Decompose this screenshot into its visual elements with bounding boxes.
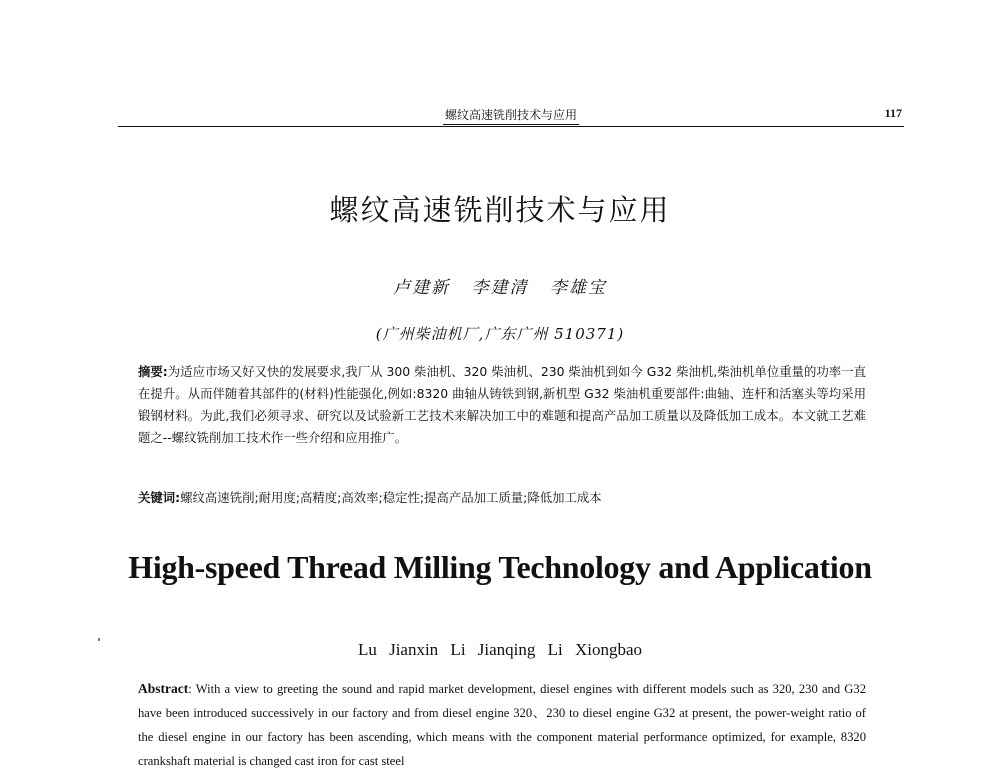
- chinese-keywords: [138, 488, 866, 508]
- running-title: 螺纹高速铣削技术与应用: [443, 108, 579, 125]
- chinese-abstract-text: 为适应市场又好又快的发展要求,我厂从 300 柴油机、320 柴油机、230 柴油机到如今 G32 柴油机,柴油机单位重量的功率一直在提升。从而伴随着其部件的(材料)性能强化,例如:8320 曲轴从铸铁到钢,新机型 G32 柴油机重要部件:曲轴、连杆和活塞头等均采用锻钢材料。为此,我们必须寻求、研究以及试验新工艺技术来解决加工中的难题和提高产品加工质量以及降低加工成本。本文就工艺难题之--螺纹铣削加工技术作一些介绍和应用推广。: [138, 364, 866, 445]
- chinese-affiliation: (广州柴油机厂,广东广州 510371): [375, 325, 625, 343]
- english-abstract-label: Abstract: [138, 681, 189, 696]
- chinese-title: 螺纹高速铣削技术与应用: [329, 193, 671, 227]
- chinese-keywords-label: 关键词:: [138, 490, 181, 505]
- running-header: [118, 104, 904, 127]
- english-abstract-text: : With a view to greeting the sound and rapid market development, diesel engines with different models such as 320, 230 and G32 have been introduced successively in our factory and from diesel engine 320、230 to diesel engine G32 at present, the power-weight ratio of the diesel engine in our factory has been ascending, which means with the component material performance optimized, for example, 8320 crankshaft material is changed cast iron for cast steel: [138, 682, 866, 768]
- english-authors: Lu Jianxin Li Jianqing Li Xiongbao: [357, 640, 643, 659]
- english-abstract: [138, 677, 866, 773]
- chinese-abstract: [138, 361, 866, 449]
- chinese-authors: 卢建新 李建清 李雄宝: [393, 278, 607, 298]
- english-title: High-speed Thread Milling Technology and Application: [128, 549, 872, 585]
- page-number: 117: [884, 106, 902, 120]
- chinese-abstract-label: 摘要:: [138, 364, 168, 379]
- chinese-keywords-text: 螺纹高速铣削;耐用度;高精度;高效率;稳定性;提高产品加工质量;降低加工成本: [180, 490, 602, 505]
